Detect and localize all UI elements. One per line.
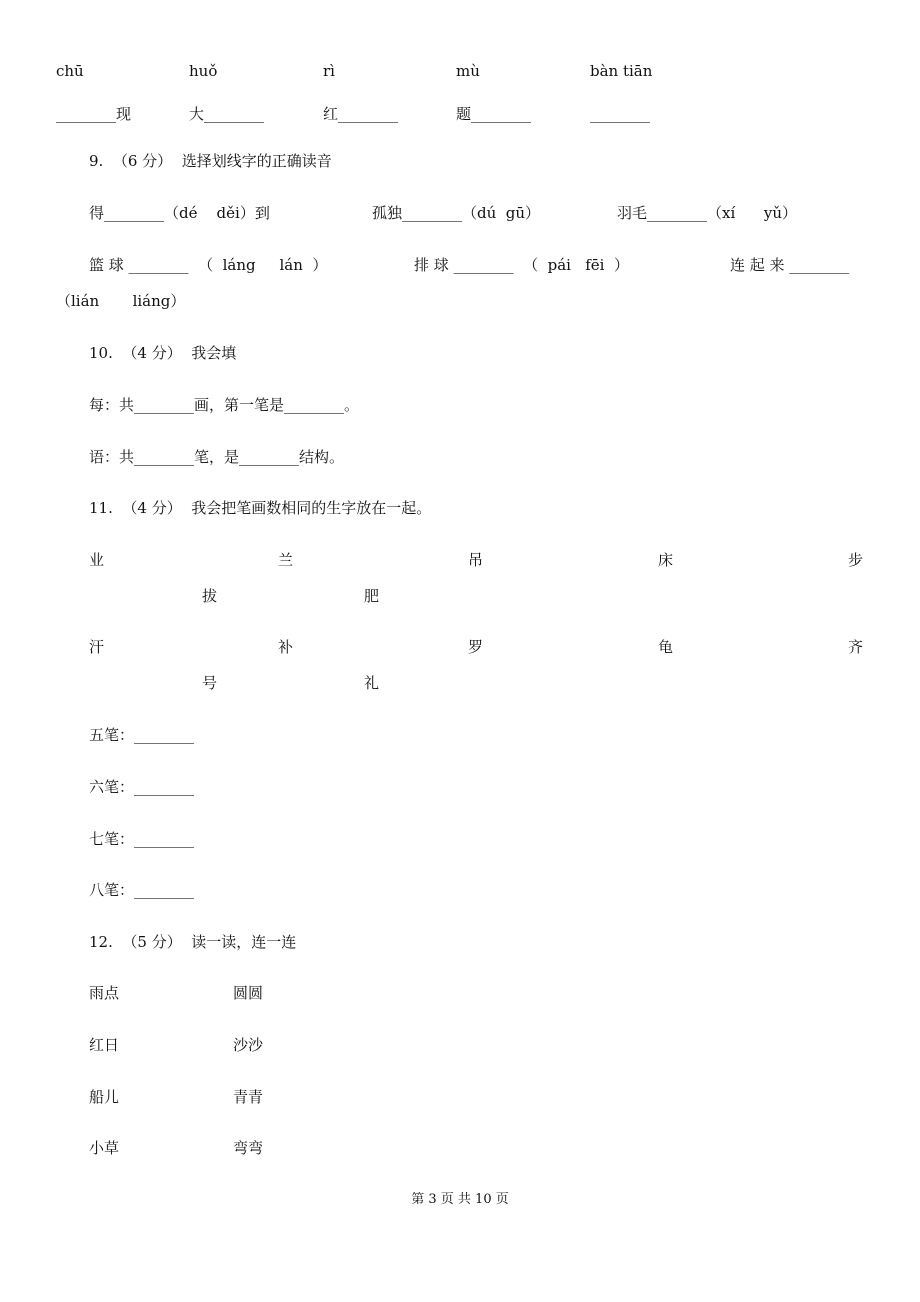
q11-char: 肥 (364, 587, 380, 605)
q9-item-6[interactable]: 连 起 来 ________ (730, 256, 850, 274)
q11-char: 齐 (848, 638, 864, 656)
q11-heading: 11. （4 分） 我会把笔画数相同的生字放在一起。 (89, 499, 432, 517)
q11-answer-eight[interactable]: 八笔：________ (89, 881, 195, 899)
q12-heading: 12. （5 分） 读一读，连一连 (89, 933, 297, 951)
q12-right-item[interactable]: 圆圆 (233, 984, 264, 1002)
q8-pinyin-2: huǒ (189, 62, 218, 80)
q11-char: 龟 (658, 638, 674, 656)
q12-right-item[interactable]: 沙沙 (233, 1036, 264, 1054)
q11-char: 兰 (278, 551, 294, 569)
q12-right-item[interactable]: 弯弯 (233, 1139, 264, 1157)
q9-item-6-options: （lián liáng） (56, 292, 186, 310)
q11-char: 业 (89, 551, 105, 569)
q8-blank-5[interactable]: ________ (590, 105, 650, 123)
q10-heading: 10. （4 分） 我会填 (89, 344, 237, 362)
q9-heading: 9. （6 分） 选择划线字的正确读音 (89, 152, 332, 170)
q8-pinyin-4: mù (456, 62, 480, 80)
q10-line-1[interactable]: 每：共________画，第一笔是________。 (89, 396, 360, 414)
q12-left-item[interactable]: 船儿 (89, 1088, 120, 1106)
q10-line-2[interactable]: 语：共________笔，是________结构。 (89, 448, 345, 466)
q8-blank-1[interactable]: ________现 (56, 105, 132, 123)
q9-item-2[interactable]: 孤独________（dú gū） (372, 204, 541, 222)
q11-answer-five[interactable]: 五笔：________ (89, 726, 195, 744)
page-footer: 第 3 页 共 10 页 (411, 1192, 509, 1207)
q11-char: 步 (848, 551, 864, 569)
q12-left-item[interactable]: 红日 (89, 1036, 120, 1054)
q11-char: 罗 (468, 638, 484, 656)
q9-item-1[interactable]: 得________（dé děi）到 (89, 204, 270, 222)
q11-char: 补 (278, 638, 294, 656)
q8-blank-2[interactable]: 大________ (189, 105, 265, 123)
q12-left-item[interactable]: 小草 (89, 1139, 120, 1157)
q11-char: 吊 (468, 551, 484, 569)
q8-pinyin-3: rì (323, 62, 335, 80)
q11-answer-six[interactable]: 六笔：________ (89, 778, 195, 796)
q8-pinyin-1: chū (56, 62, 84, 80)
q12-right-item[interactable]: 青青 (233, 1088, 264, 1106)
q11-char: 汗 (89, 638, 105, 656)
q12-left-item[interactable]: 雨点 (89, 984, 120, 1002)
q11-answer-seven[interactable]: 七笔：________ (89, 830, 195, 848)
q11-char: 拔 (202, 587, 218, 605)
q11-char: 号 (202, 674, 218, 692)
q11-char: 床 (658, 551, 674, 569)
q8-blank-3[interactable]: 红________ (323, 105, 399, 123)
q8-pinyin-5: bàn tiān (590, 62, 653, 80)
q8-blank-4[interactable]: 题________ (456, 105, 532, 123)
q9-item-3[interactable]: 羽毛________（xí yǔ） (617, 204, 798, 222)
q9-item-4[interactable]: 篮 球 ________ （ láng lán ） (89, 256, 328, 274)
q9-item-5[interactable]: 排 球 ________ （ pái fēi ） (414, 256, 630, 274)
q11-char: 礼 (364, 674, 380, 692)
